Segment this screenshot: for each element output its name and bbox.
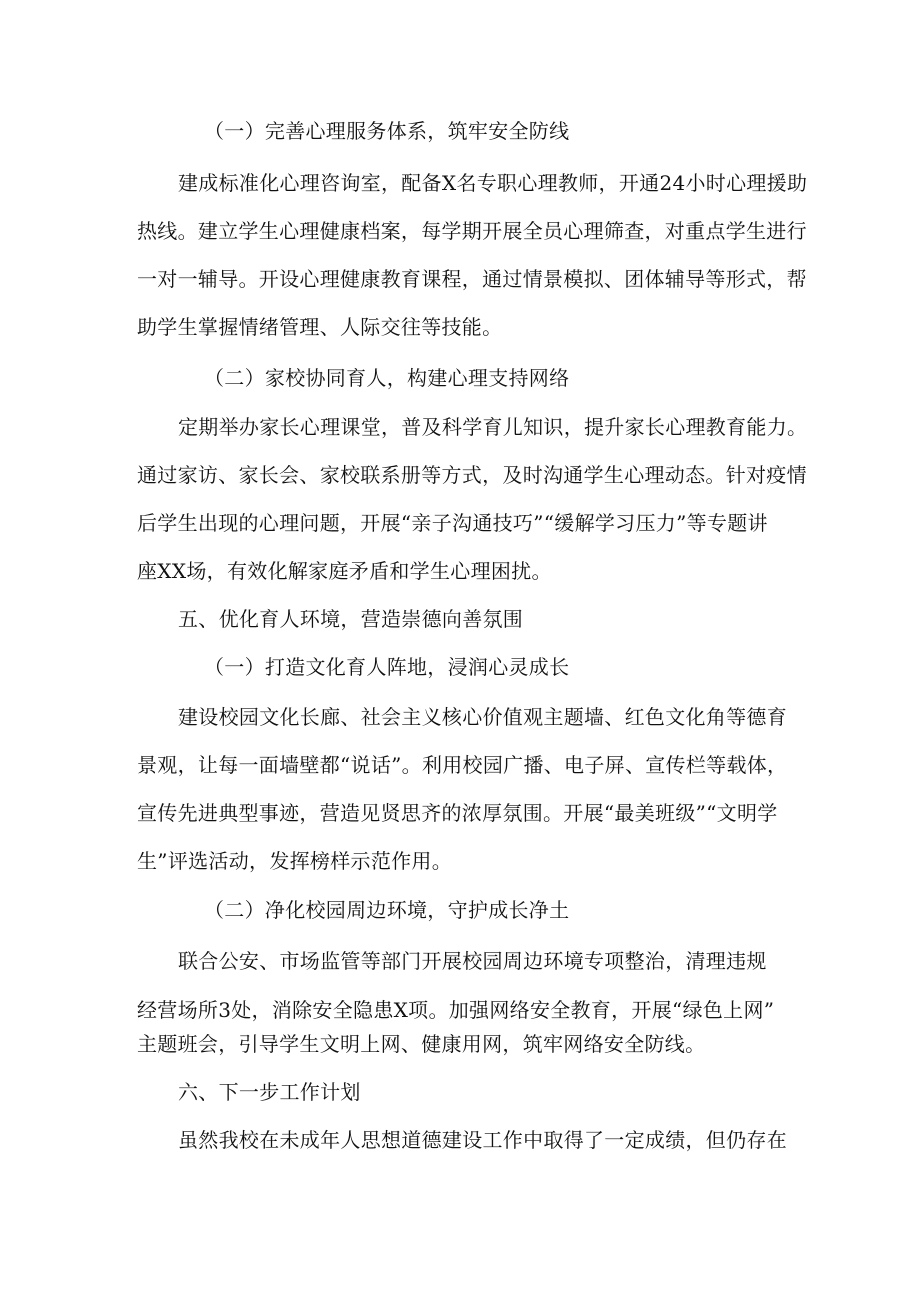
paragraph-line: 通过家访、家长会、家校联系册等方式，及时沟通学生心理动态。针对疫情 [137, 463, 807, 487]
subheading-mental-service: （一）完善心理服务体系，筑牢安全防线 [204, 119, 570, 143]
subheading-home-school: （二）家校协同育人，构建心理支持网络 [204, 366, 570, 390]
paragraph-line: 热线。建立学生心理健康档案，每学期开展全员心理筛查，对重点学生进行 [137, 219, 807, 243]
paragraph-line: 景观，让每一面墙壁都“说话”。利用校园广播、电子屏、宣传栏等载体， [137, 753, 788, 777]
subheading-culture: （一）打造文化育人阵地，浸润心灵成长 [204, 655, 570, 679]
paragraph-line: 后学生出现的心理问题，开展“亲子沟通技巧”“缓解学习压力”等专题讲 [137, 511, 768, 535]
paragraph-line: 经营场所3处，消除安全隐患X项。加强网络安全教育，开展“绿色上网” [137, 998, 775, 1022]
paragraph-line: 宣传先进典型事迹，营造见贤思齐的浓厚氛围。开展“最美班级”“文明学 [137, 801, 778, 825]
paragraph-line: 定期举办家长心理课堂，普及科学育儿知识，提升家长心理教育能力。 [178, 415, 808, 439]
paragraph-line: 建设校园文化长廊、社会主义核心价值观主题墙、红色文化角等德育 [178, 705, 787, 729]
paragraph-line: 虽然我校在未成年人思想道德建设工作中取得了一定成绩，但仍存在 [178, 1128, 787, 1152]
paragraph-line: 助学生掌握情绪管理、人际交往等技能。 [137, 315, 503, 339]
paragraph-line: 联合公安、市场监管等部门开展校园周边环境专项整治，清理违规 [178, 949, 767, 973]
section-heading-next-plan: 六、下一步工作计划 [178, 1080, 361, 1104]
section-heading-environment: 五、优化育人环境，营造崇德向善氛围 [178, 607, 524, 631]
paragraph-line: 建成标准化心理咨询室，配备X名专职心理教师，开通24小时心理援助 [178, 171, 808, 195]
paragraph-line: 座XX场，有效化解家庭矛盾和学生心理困扰。 [137, 559, 552, 583]
subheading-surroundings: （二）净化校园周边环境，守护成长净土 [204, 898, 570, 922]
paragraph-line: 一对一辅导。开设心理健康教育课程，通过情景模拟、团体辅导等形式，帮 [137, 267, 807, 291]
paragraph-line: 生”评选活动，发挥榜样示范作用。 [137, 849, 453, 873]
paragraph-line: 主题班会，引导学生文明上网、健康用网，筑牢网络安全防线。 [137, 1032, 706, 1056]
